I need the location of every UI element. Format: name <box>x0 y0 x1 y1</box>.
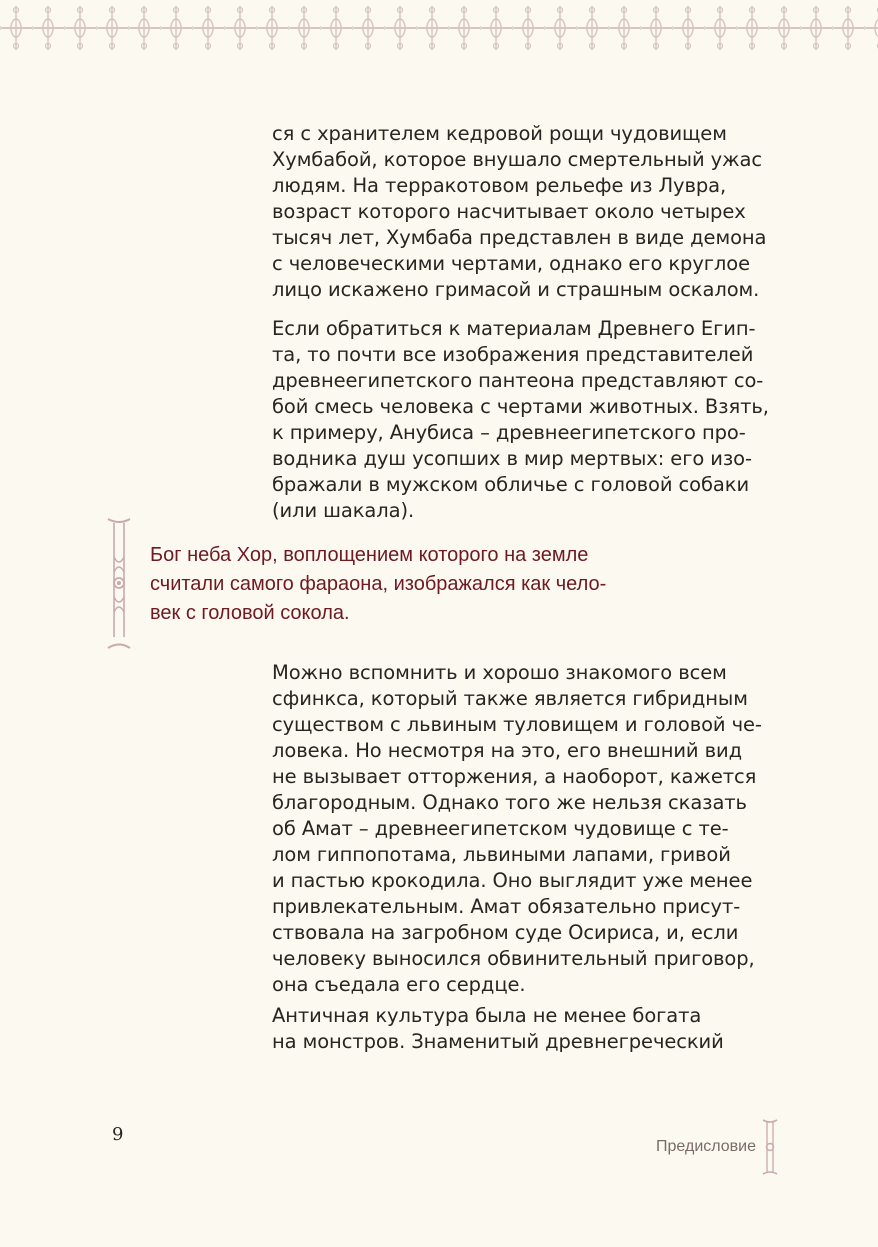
paragraph-sphinx <box>272 660 762 998</box>
text-line: Можно вспомнить и хорошо знакомого всем <box>272 661 727 684</box>
text-line: ловека. Но несмотря на это, его внешний вид <box>272 739 742 762</box>
quote-line: век с головой сокола. <box>150 602 350 624</box>
text-line: Хумбабой, которое внушало смертельный ужас <box>272 148 762 171</box>
text-line: с человеческими чертами, однако его круглое <box>272 252 751 275</box>
text-line: бой смесь человека с чертами животных. Взять, <box>272 395 769 418</box>
quote-line: Бог неба Хор, воплощением которого на земле <box>150 544 589 566</box>
text-line: она съедала его сердце. <box>272 973 526 996</box>
paragraph-egypt <box>272 316 769 524</box>
top-ornamental-border-icon <box>0 0 878 56</box>
text-line: об Амат – древнеегипетском чудовище с те- <box>272 817 729 840</box>
text-line: возраст которого насчитывает около четырех <box>272 200 746 223</box>
pull-quote <box>150 541 606 628</box>
quote-bracket-icon <box>104 517 134 650</box>
text-line: тысяч лет, Хумбаба представлен в виде демона <box>272 226 767 249</box>
text-line: древнеегипетского пантеона представляют со- <box>272 369 764 392</box>
text-line: Античная культура была не менее богата <box>272 1004 702 1027</box>
text-line: человеку выносился обвинительный приговор, <box>272 947 755 970</box>
text-line: людям. На терракотовом рельефе из Лувра, <box>272 174 727 197</box>
text-line: существом с львиным туловищем и головой че- <box>272 713 762 736</box>
text-line: привлекательным. Амат обязательно присут- <box>272 895 741 918</box>
page-number: 9 <box>112 1124 124 1145</box>
text-line: Если обратиться к материалам Древнего Егип- <box>272 317 756 340</box>
text-line: лицо искажено гримасой и страшным оскалом. <box>272 278 760 301</box>
text-line: сфинкса, который также является гибридным <box>272 687 748 710</box>
paragraph-humbaba <box>272 121 766 303</box>
text-line: благородным. Однако того же нельзя сказать <box>272 791 747 814</box>
text-line: та, то почти все изображения представителей <box>272 343 754 366</box>
footer-bracket-icon <box>760 1118 780 1176</box>
text-line: лом гиппопотама, львиными лапами, гривой <box>272 843 731 866</box>
text-line: ся с хранителем кедровой рощи чудовищем <box>272 122 727 145</box>
section-title: Предисловие <box>656 1138 756 1155</box>
text-line: не вызывает отторжения, а наоборот, кажется <box>272 765 757 788</box>
text-line: ствовала на загробном суде Осириса, и, если <box>272 921 739 944</box>
text-line: на монстров. Знаменитый древнегреческий <box>272 1030 724 1053</box>
quote-line: считали самого фараона, изображался как чело- <box>150 573 607 595</box>
text-line: водника душ усопших в мир мертвых: его изо- <box>272 447 752 470</box>
text-line: бражали в мужском обличье с головой собаки <box>272 473 750 496</box>
text-line: (или шакала). <box>272 499 415 522</box>
text-line: к примеру, Анубиса – древнеегипетского про- <box>272 421 746 444</box>
paragraph-antiquity <box>272 1003 724 1055</box>
text-line: и пастью крокодила. Оно выглядит уже менее <box>272 869 753 892</box>
